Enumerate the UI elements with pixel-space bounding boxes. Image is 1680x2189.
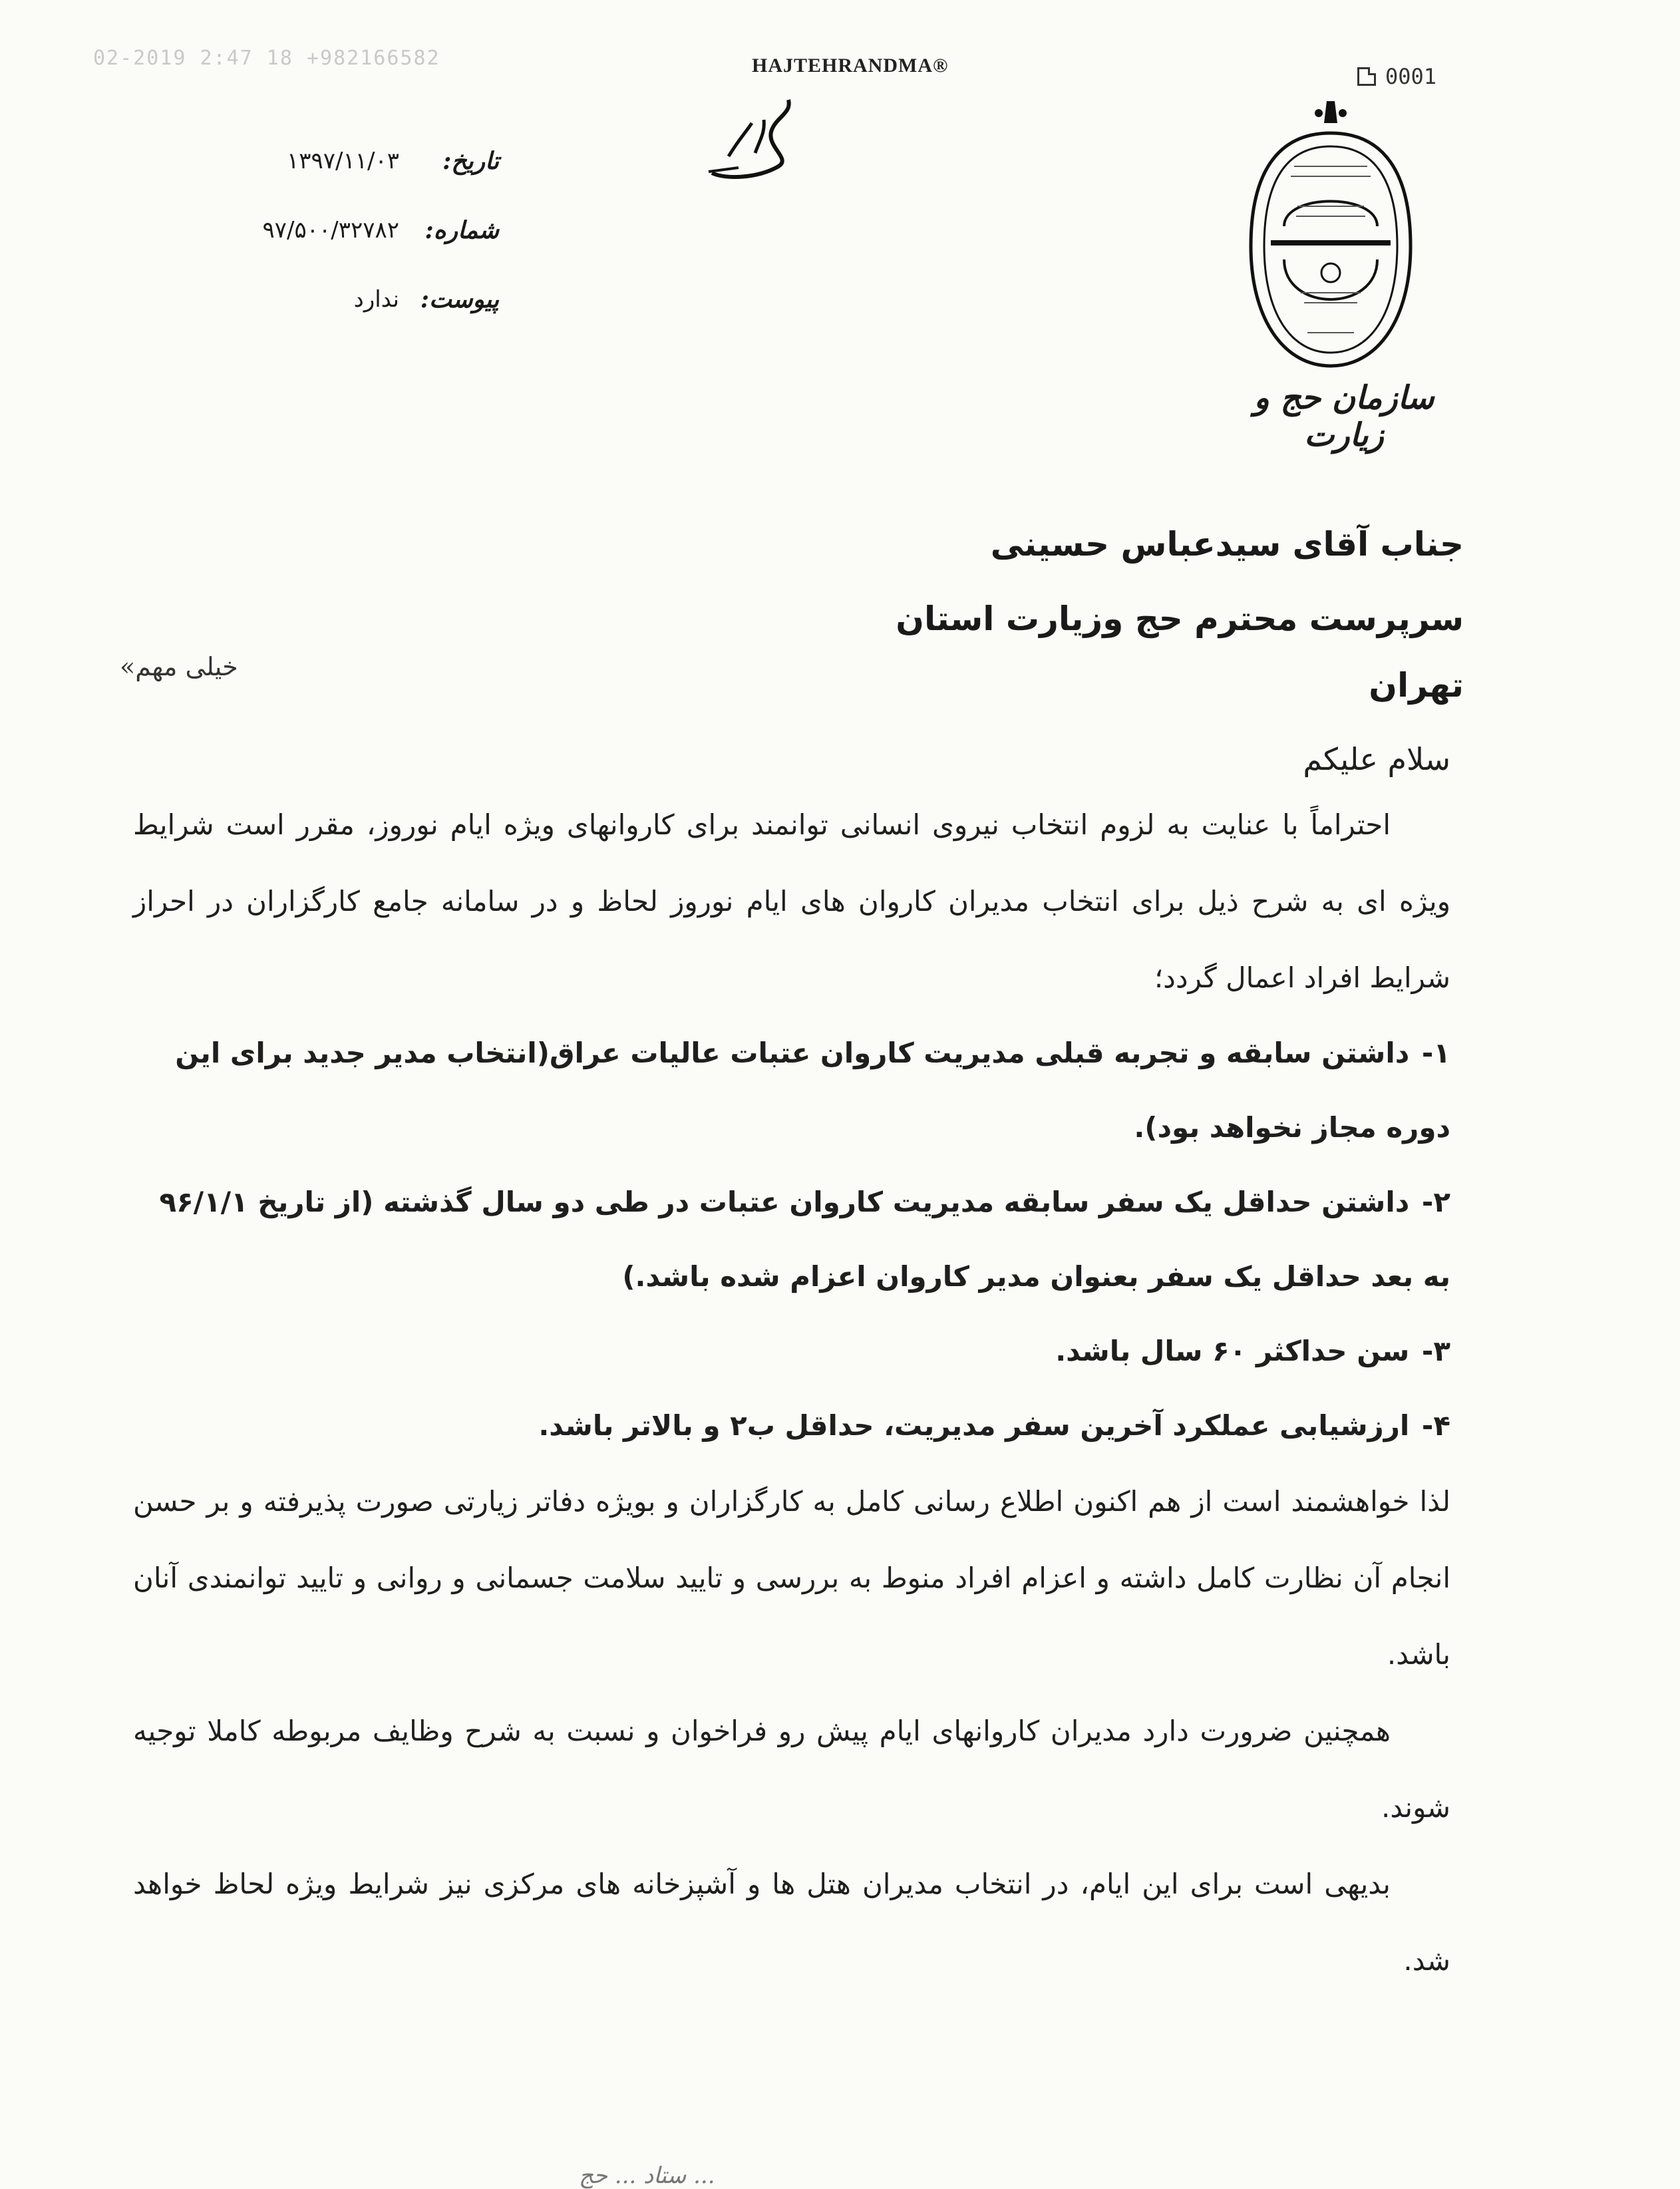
condition-number: ۱- <box>1421 1037 1450 1069</box>
condition-number: ۳- <box>1421 1335 1450 1367</box>
handwritten-signature <box>699 93 805 186</box>
date-row <box>233 126 499 196</box>
condition-text: داشتن سابقه و تجربه قبلی مدیریت کاروان عتبات عالیات عراق(انتخاب مدیر جدید برای این دوره مجاز نخواهد بود). <box>175 1037 1450 1144</box>
number-value: ۹۷/۵۰۰/۳۲۷۸۲ <box>262 217 399 244</box>
instruction-paragraph: لذا خواهشمند است از هم اکنون اطلاع رسانی کامل به کارگزاران و بویژه دفاتر زیارتی صورت پذیرفته و بر حسن انجام آن نظارت کامل داشته و اعزام افراد منوط به بررسی و تایید سلامت جسمانی و روانی و تایید توانمندی آنان باشد. <box>133 1485 1450 1671</box>
page-number-value: 0001 <box>1385 64 1437 89</box>
condition-text: ارزشیابی عملکرد آخرین سفر مدیریت، حداقل ب۲ و بالاتر باشد. <box>538 1409 1410 1442</box>
condition-item <box>133 1016 1450 1165</box>
condition-number: ۲- <box>1421 1186 1450 1218</box>
condition-number: ۴- <box>1421 1409 1450 1442</box>
attachment-value: ندارد <box>353 286 399 313</box>
priority-note: خیلی مهم» <box>120 652 238 681</box>
number-label: شماره: <box>424 216 499 244</box>
condition-item <box>133 1314 1450 1389</box>
fax-page-number <box>1357 64 1436 89</box>
letter-body <box>133 732 1450 1999</box>
addressee-block <box>798 511 1464 705</box>
fax-page-icon <box>1357 67 1376 86</box>
fax-sender-id: HAJTEHRANDMA® <box>752 55 949 77</box>
condition-item <box>133 1165 1450 1314</box>
date-label: تاریخ: <box>442 147 499 175</box>
closing-paragraph: بدیهی است برای این ایام، در انتخاب مدیران هتل ها و آشپزخانه های مرکزی نیز شرایط ویژه لحاظ خواهد شد. <box>133 1868 1450 1977</box>
organization-emblem-logo <box>1244 93 1417 373</box>
organization-name: سازمان حج و زیارت <box>1254 379 1434 454</box>
attachment-label: پیوست: <box>420 285 499 313</box>
condition-item <box>133 1389 1450 1463</box>
condition-text: سن حداکثر ۶۰ سال باشد. <box>1055 1335 1410 1367</box>
intro-paragraph: احتراماً با عنایت به لزوم انتخاب نیروی انسانی توانمند برای کاروانهای ویژه ایام نوروز، مقرر است شرایط ویژه ای به شرح ذیل برای انتخاب مدیران کاروان های ایام نوروز لحاظ و در سامانه جامع کارگزاران در احراز شرایط افراد اعمال گردد؛ <box>133 808 1450 994</box>
attachment-row <box>233 265 499 334</box>
addressee-name: جناب آقای سیدعباس حسینی <box>990 525 1464 564</box>
addressee-title: سرپرست محترم حج وزیارت استان تهران <box>896 599 1464 705</box>
greeting: سلام علیکم <box>1303 741 1450 777</box>
fax-transmission-header: 02-2019 2:47 18 +982166582 <box>93 47 440 70</box>
orientation-paragraph: همچنین ضرورت دارد مدیران کاروانهای ایام پیش رو فراخوان و نسبت به شرح وظایف مربوطه کاملا توجیه شوند. <box>133 1715 1450 1824</box>
footer-partial-text: ستاد ... حج ... <box>579 2162 715 2189</box>
date-value: ۱۳۹۷/۱۱/۰۳ <box>286 148 399 174</box>
condition-text: داشتن حداقل یک سفر سابقه مدیریت کاروان عتبات در طی دو سال گذشته (از تاریخ ۹۶/۱/۱ به بعد حداقل یک سفر بعنوان مدیر کاروان اعزام شده باشد.) <box>159 1186 1450 1293</box>
number-row <box>233 196 499 265</box>
letter-metadata <box>233 126 499 334</box>
